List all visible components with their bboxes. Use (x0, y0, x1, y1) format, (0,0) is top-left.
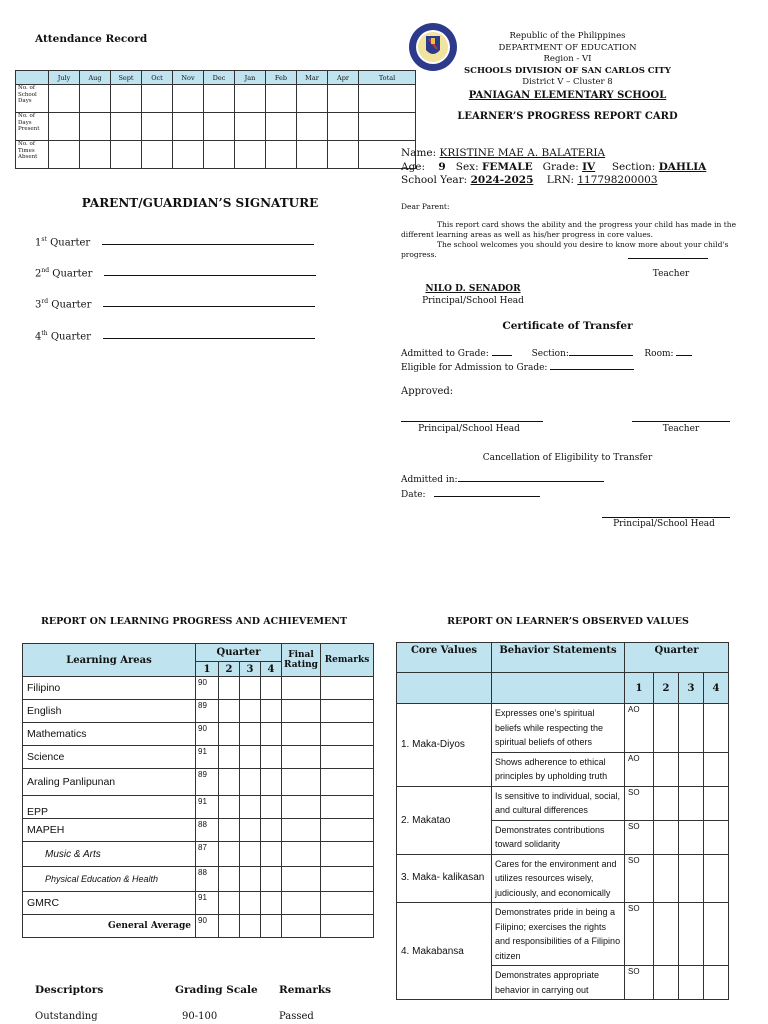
learning-area: MAPEH (23, 819, 196, 842)
attendance-table (15, 70, 416, 169)
quarter-number: 2 (219, 662, 240, 677)
table-row (23, 842, 374, 867)
table-row (23, 746, 374, 769)
principal-signature-line (602, 517, 730, 518)
quarter-number: 2 (654, 673, 679, 704)
month-header: July (49, 71, 80, 85)
quarter-signature-line[interactable]: 4th Quarter (35, 330, 315, 342)
principal-label: Principal/School Head (418, 424, 520, 434)
value-mark: SO (625, 903, 654, 966)
quarter-header: Quarter (196, 644, 282, 662)
quarter-header: Quarter (625, 643, 729, 673)
quarter-signature-line[interactable]: 3rd Quarter (35, 298, 315, 310)
attendance-row (16, 85, 416, 113)
attendance-row (16, 141, 416, 169)
learning-area: Mathematics (23, 723, 196, 746)
behavior-header: Behavior Statements (492, 643, 625, 673)
scale-remarks-value: Passed (279, 1011, 314, 1022)
table-row (23, 819, 374, 842)
grade-q1: 91 (196, 892, 219, 915)
month-header: Sept (111, 71, 142, 85)
letter-paragraph: The school welcomes you should you desire to know more about your child's progress. (401, 240, 729, 259)
school-header: Republic of the Philippines DEPARTMENT OF EDUCATION Region - VI SCHOOLS DIVISION OF SAN CARLOS CITY District V – Cluster 8 PANIAGAN ELEMENTARY SCHOOL LEARNER’S PROGRESS REPORT CARD (400, 31, 735, 123)
month-header: Jan (235, 71, 266, 85)
teacher-label: Teacher (662, 424, 700, 434)
core-value: 1. Maka-Diyos (397, 704, 492, 787)
signature-line (104, 267, 316, 276)
learner-grade: IV (582, 160, 596, 173)
table-row (397, 704, 729, 753)
attendance-row (16, 113, 416, 141)
learner-age: 9 (438, 160, 446, 173)
final-rating-header: Final Rating (282, 644, 321, 677)
general-average-q1: 90 (196, 915, 219, 938)
grade-q1: 87 (196, 842, 219, 867)
quarter-number: 1 (196, 662, 219, 677)
value-mark: AO (625, 704, 654, 753)
behavior-statement: Shows adherence to ethical principles by upholding truth (492, 752, 625, 786)
behavior-statement: Is sensitive to individual, social, and cultural differences (492, 786, 625, 820)
signature-title: PARENT/GUARDIAN’S SIGNATURE (81, 196, 319, 210)
descriptors-header: Descriptors (35, 984, 104, 996)
month-header: Oct (142, 71, 173, 85)
scale-value: 90-100 (182, 1011, 218, 1022)
month-header: Dec (204, 71, 235, 85)
value-mark: SO (625, 820, 654, 854)
letter-paragraph: This report card shows the ability and the progress your child has made in the different learning areas as well as his/her progress in core values. (401, 220, 737, 239)
attendance-row-label: No. of Times Absent (16, 141, 49, 169)
learning-areas-header: Learning Areas (23, 644, 196, 677)
behavior-statement: Demonstrates contributions toward solidarity (492, 820, 625, 854)
learning-title: REPORT ON LEARNING PROGRESS AND ACHIEVEMENT (40, 616, 348, 627)
attendance-title: Attendance Record (35, 33, 148, 45)
grade-q1: 89 (196, 769, 219, 796)
value-mark: SO (625, 786, 654, 820)
grade-q1: 89 (196, 700, 219, 723)
principal-signature-line (401, 421, 543, 422)
month-header: Total (359, 71, 416, 85)
school-year: 2024-2025 (470, 174, 534, 186)
learner-lrn: 117798200003 (577, 174, 658, 186)
quarter-signature-line[interactable]: 1st Quarter (35, 236, 314, 248)
remarks-header: Remarks (321, 644, 374, 677)
general-average-label: General Average (23, 915, 196, 938)
table-row (397, 903, 729, 966)
core-value: 3. Maka- kalikasan (397, 854, 492, 903)
eligible-grade-field[interactable] (550, 360, 634, 370)
card-title: LEARNER’S PROGRESS REPORT CARD (457, 111, 678, 122)
parent-letter (401, 202, 736, 260)
month-header: Mar (297, 71, 328, 85)
learner-name: KRISTINE MAE A. BALATERIA (439, 147, 606, 159)
attendance-row-label: No. of Days Present (16, 113, 49, 141)
teacher-label: Teacher (652, 269, 690, 279)
learning-area: Music & Arts (23, 842, 196, 867)
cancellation-title: Cancellation of Eligibility to Transfer (482, 453, 653, 463)
learner-section: DAHLIA (658, 160, 707, 173)
table-row (23, 915, 374, 938)
descriptor-value: Outstanding (35, 1011, 98, 1022)
behavior-statement: Demonstrates pride in being a Filipino; exercises the rights and responsibilities of a Filipino citizen (492, 903, 625, 966)
principal-title: Principal/School Head (422, 296, 524, 306)
section-field[interactable] (569, 346, 633, 356)
value-mark: SO (625, 966, 654, 1000)
signature-line (103, 298, 315, 307)
table-row (23, 796, 374, 819)
learning-table (22, 643, 374, 938)
learning-area: EPP (23, 796, 196, 819)
school-name: PANIAGAN ELEMENTARY SCHOOL (468, 89, 667, 101)
grade-q1: 91 (196, 746, 219, 769)
signature-line (102, 236, 314, 245)
table-row (23, 867, 374, 892)
behavior-statement: Cares for the environment and utilizes resources wisely, judiciously, and economically (492, 854, 625, 903)
behavior-statement: Expresses one’s spiritual beliefs while respecting the spiritual beliefs of others (492, 704, 625, 753)
learning-area: Science (23, 746, 196, 769)
learning-area: GMRC (23, 892, 196, 915)
signature-line (103, 330, 315, 339)
grade-q1: 90 (196, 723, 219, 746)
transfer-fields: Admitted to Grade: Section: Room: Eligible for Admission to Grade: (401, 346, 692, 374)
learner-info: Name: KRISTINE MAE A. BALATERIA Age: 9 Sex: FEMALE Grade: IV Section: DAHLIA School Year: 2024-2025 LRN: 117798200003 (401, 147, 707, 186)
quarter-signature-line[interactable]: 2nd Quarter (35, 267, 316, 279)
learner-sex: FEMALE (481, 160, 533, 173)
behavior-statement: Demonstrates appropriate behavior in carrying out (492, 966, 625, 1000)
value-mark: SO (625, 854, 654, 903)
grade-q1: 90 (196, 677, 219, 700)
scale-remarks-header: Remarks (279, 984, 332, 996)
table-row (23, 892, 374, 915)
principal-label: Principal/School Head (613, 519, 715, 529)
core-values-header: Core Values (397, 643, 492, 673)
quarter-number: 1 (625, 673, 654, 704)
month-header: Nov (173, 71, 204, 85)
letter-salutation: Dear Parent: (401, 202, 450, 211)
table-row (23, 723, 374, 746)
grade-q1: 88 (196, 867, 219, 892)
month-header: Apr (328, 71, 359, 85)
table-row (397, 786, 729, 820)
admitted-grade-field[interactable] (492, 346, 512, 356)
table-row (23, 769, 374, 796)
principal-block (405, 283, 541, 307)
date-field[interactable] (434, 487, 540, 497)
month-header: Feb (266, 71, 297, 85)
learning-area: English (23, 700, 196, 723)
teacher-signature-line (628, 258, 708, 259)
learning-area: Araling Panlipunan (23, 769, 196, 796)
grading-scale-header: Grading Scale (175, 984, 258, 996)
approved-label: Approved: (401, 386, 454, 397)
admitted-in-field[interactable] (458, 472, 604, 482)
grade-q1: 91 (196, 796, 219, 819)
table-row (23, 700, 374, 723)
room-field[interactable] (676, 346, 692, 356)
learning-area: Physical Education & Health (23, 867, 196, 892)
quarter-number: 3 (240, 662, 261, 677)
values-table (396, 642, 729, 1000)
grade-q1: 88 (196, 819, 219, 842)
core-value: 2. Makatao (397, 786, 492, 854)
month-header: Aug (80, 71, 111, 85)
table-row (397, 854, 729, 903)
value-mark: AO (625, 752, 654, 786)
table-row (23, 677, 374, 700)
quarter-number: 4 (704, 673, 729, 704)
teacher-signature-line (632, 421, 730, 422)
core-value: 4. Makabansa (397, 903, 492, 1000)
principal-name: NILO D. SENADOR (425, 284, 521, 294)
quarter-number: 3 (679, 673, 704, 704)
attendance-row-label: No. of School Days (16, 85, 49, 113)
quarter-number: 4 (261, 662, 282, 677)
transfer-title: Certificate of Transfer (502, 320, 633, 332)
cancellation-fields: Admitted in: Date: (401, 472, 604, 502)
values-title: REPORT ON LEARNER’S OBSERVED VALUES (447, 616, 689, 627)
learning-area: Filipino (23, 677, 196, 700)
